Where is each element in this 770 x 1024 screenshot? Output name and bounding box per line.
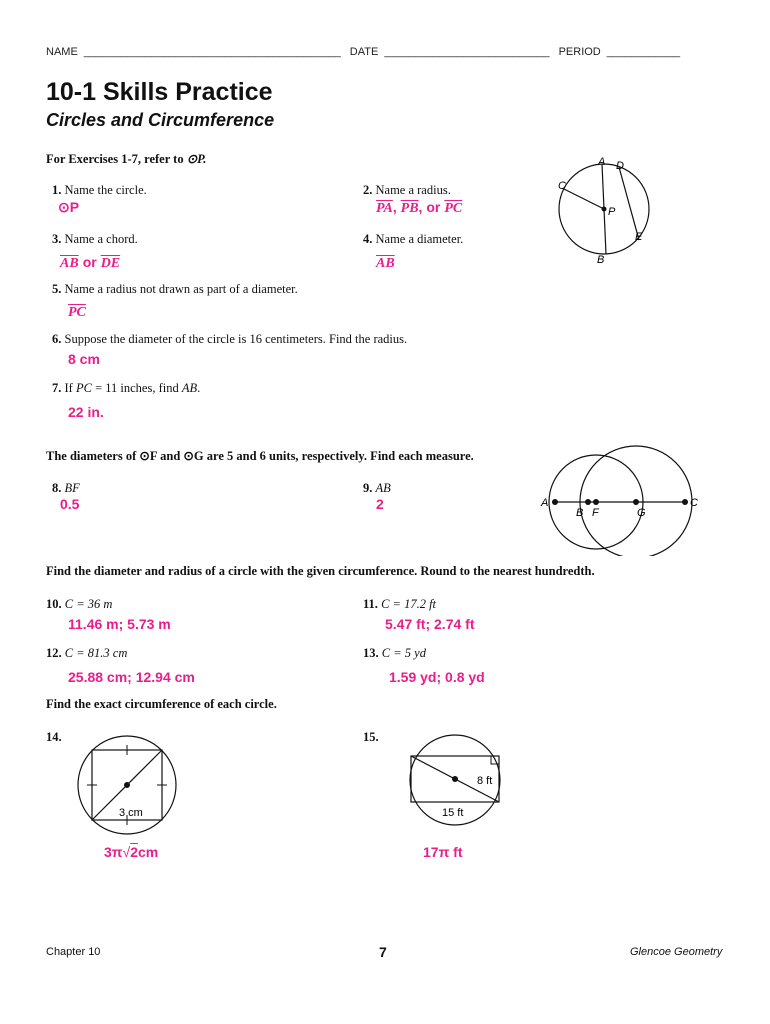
- question-2: 2. Name a radius.: [363, 183, 451, 197]
- answer-4: $\overline{AB}$: [376, 256, 395, 271]
- section4-instruction: Find the exact circumference of each circle.: [46, 697, 277, 711]
- answer-1: ⊙P: [58, 199, 80, 215]
- label-c: C: [558, 180, 566, 192]
- width-label: 15 ft: [442, 807, 464, 819]
- label-a: A: [598, 156, 606, 168]
- period-label: PERIOD: [558, 46, 601, 58]
- label-b: B: [576, 507, 584, 519]
- label-a: A: [541, 497, 549, 509]
- inscribed-rectangle-diagram: [404, 734, 510, 834]
- question-8: 8. BF: [52, 481, 80, 495]
- page-title: 10-1 Skills Practice: [46, 78, 273, 106]
- point-b: [585, 499, 591, 505]
- question-9: 9. AB: [363, 481, 391, 495]
- answer-6: 8 cm: [68, 351, 100, 367]
- question-15: 15.: [363, 730, 379, 744]
- answer-10: 11.46 m; 5.73 m: [68, 616, 171, 632]
- answer-11: 5.47 ft; 2.74 ft: [385, 616, 475, 632]
- name-label: NAME: [46, 46, 78, 58]
- date-label: DATE: [349, 46, 379, 58]
- center: [124, 782, 130, 788]
- answer-7: 22 in.: [68, 404, 104, 420]
- answer-15: 17π ft: [423, 844, 463, 860]
- footer-chapter: Chapter 10: [46, 946, 101, 958]
- question-14: 14.: [46, 730, 62, 744]
- question-3: 3. Name a chord.: [52, 232, 138, 246]
- answer-2: $\overline{PA}$, $\overline{PB}$, or $\overline{PC}$: [376, 199, 463, 216]
- question-1: 1. Name the circle.: [52, 183, 147, 197]
- label-p: P: [608, 206, 616, 218]
- section3-instruction: Find the diameter and radius of a circle with the given circumference. Round to the nearest hundredth.: [46, 564, 595, 578]
- answer-13: 1.59 yd; 0.8 yd: [389, 669, 485, 685]
- question-5: 5. Name a radius not drawn as part of a diameter.: [52, 282, 298, 296]
- label-f: F: [592, 507, 599, 519]
- period-blank[interactable]: ____________: [606, 46, 681, 58]
- section2-instruction: The diameters of ⊙F and ⊙G are 5 and 6 units, respectively. Find each measure.: [46, 449, 474, 463]
- answer-8: 0.5: [60, 496, 80, 512]
- point-g: [633, 499, 639, 505]
- side-label: 3 cm: [119, 807, 143, 819]
- page-number: 7: [379, 944, 387, 960]
- question-12: 12. C = 81.3 cm: [46, 646, 128, 660]
- answer-5: $\overline{PC}$: [68, 305, 86, 320]
- radius-pc: [564, 189, 604, 209]
- question-11: 11. C = 17.2 ft: [363, 597, 437, 611]
- footer-publisher: Glencoe Geometry: [630, 946, 723, 958]
- point-f: [593, 499, 599, 505]
- circle-p-diagram: [548, 152, 658, 270]
- date-blank[interactable]: ___________________________: [384, 46, 550, 58]
- label-c: C: [690, 497, 698, 509]
- label-d: D: [616, 160, 624, 172]
- label-b: B: [597, 254, 605, 266]
- center-p: [602, 207, 607, 212]
- answer-9: 2: [376, 496, 384, 512]
- circles-fg-diagram: [538, 444, 708, 556]
- header-fields: [46, 46, 726, 58]
- question-6: 6. Suppose the diameter of the circle is 16 centimeters. Find the radius.: [52, 332, 408, 346]
- answer-14: 3π√2cm: [104, 844, 159, 860]
- answer-3: $\overline{AB}$ or $\overline{DE}$: [60, 254, 121, 271]
- page-subtitle: Circles and Circumference: [46, 110, 275, 130]
- question-10: 10. C = 36 m: [46, 597, 113, 611]
- name-blank[interactable]: __________________________________________: [83, 46, 341, 58]
- label-e: E: [635, 231, 643, 243]
- question-4: 4. Name a diameter.: [363, 232, 464, 246]
- inscribed-square-diagram: [76, 732, 180, 840]
- question-13: 13. C = 5 yd: [363, 646, 426, 660]
- question-7: 7. If PC = 11 inches, find AB.: [52, 381, 201, 395]
- section1-instruction: For Exercises 1-7, refer to ⊙P.: [46, 152, 207, 166]
- point-c: [682, 499, 688, 505]
- center: [452, 776, 458, 782]
- height-label: 8 ft: [477, 775, 493, 787]
- answer-12: 25.88 cm; 12.94 cm: [68, 669, 195, 685]
- point-a: [552, 499, 558, 505]
- label-g: G: [637, 507, 646, 519]
